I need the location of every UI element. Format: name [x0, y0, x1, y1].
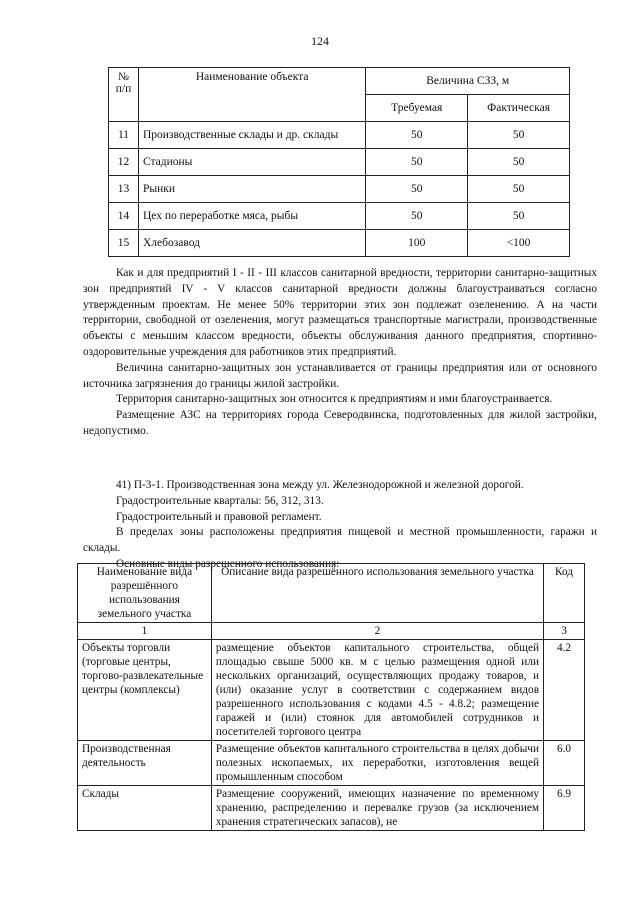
paragraph: Градостроительный и правовой регламент. [116, 510, 322, 523]
header-use-code: Код [544, 564, 585, 623]
row-required: 100 [366, 230, 468, 257]
page-number: 124 [311, 34, 329, 48]
table-row [78, 786, 585, 831]
szz-text-block [83, 266, 597, 440]
paragraph: Величина санитарно-защитных зон устанавливается от границы предприятия или от основного источника загрязнения до границы жилой застройки. [83, 361, 597, 390]
table-row [109, 176, 570, 203]
row-name: Рынки [138, 176, 365, 203]
table-row [109, 149, 570, 176]
paragraph: Основные виды разрешенного использования: [116, 557, 340, 570]
permitted-use-table [77, 563, 585, 831]
row-required: 50 [366, 176, 468, 203]
row-required: 50 [366, 149, 468, 176]
row-actual: 50 [468, 176, 570, 203]
header-num: № п/п [109, 68, 139, 122]
zone-heading: 41) П-3-1. Производственная зона между ул. Железнодорожной и железной дорогой. [116, 479, 524, 491]
header-required: Требуемая [366, 95, 468, 122]
row-num: 15 [109, 230, 139, 257]
header-use-desc: Описание вида разрешённого использования земельного участка [211, 564, 543, 623]
zone-text-block [83, 478, 597, 573]
use-name: Производственная деятельность [78, 741, 212, 786]
row-num: 12 [109, 149, 139, 176]
header-actual: Фактическая [468, 95, 570, 122]
row-actual: 50 [468, 149, 570, 176]
header-name: Наименование объекта [138, 68, 365, 122]
use-desc: Размещение объектов капитального строительства в целях добычи полезных ископаемых, их переработки, изготовления вещей промышленным способом [211, 741, 543, 786]
paragraph: В пределах зоны расположены предприятия пищевой и местной промышленности, гаражи и склады. [83, 526, 597, 555]
header-use-name: Наименование вида разрешённого использования земельного участка [78, 564, 212, 623]
table-row [109, 203, 570, 230]
col-number: 1 [78, 623, 212, 640]
row-required: 50 [366, 203, 468, 230]
row-num: 11 [109, 122, 139, 149]
use-name: Объекты торговли (торговые центры, торгово-развлекательные центры (комплексы) [78, 640, 212, 741]
table-row [109, 122, 570, 149]
row-name: Хлебозавод [138, 230, 365, 257]
paragraph: Размещение АЗС на территориях города Северодвинска, подготовленных для жилой застройки, недопустимо. [83, 409, 597, 437]
use-code: 4.2 [544, 640, 585, 741]
use-name: Склады [78, 786, 212, 831]
col-number: 2 [211, 623, 543, 640]
row-required: 50 [366, 122, 468, 149]
use-desc: размещение объектов капитального строительства, общей площадью свыше 5000 кв. м с целью размещения одной или нескольких организаций, осуществляющих продажу товаров, и (или) оказание услуг в соответствии с содержанием видов разрешенного использования с кодами 4.5 - 4.8.2; размещение гаражей и (или) стоянок для автомобилей сотрудников и посетителей торгового центра [211, 640, 543, 741]
table-row [109, 230, 570, 257]
use-desc: Размещение сооружений, имеющих назначение по временному хранению, распределению и перевалке грузов (за исключением хранения стратегических запасов), не [211, 786, 543, 831]
row-num: 14 [109, 203, 139, 230]
use-code: 6.9 [544, 786, 585, 831]
row-name: Производственные склады и др. склады [138, 122, 365, 149]
paragraph: Территория санитарно-защитных зон относится к предприятиям и ими благоустраивается. [116, 393, 553, 406]
table-row [78, 741, 585, 786]
paragraph: Как и для предприятий I - II - III классов санитарной вредности, территории санитарно-защитных зон предприятий IV - V классов санитарной вредности должны благоустраиваться согласно утвержденным проектам. Не менее 50% территории этих зон подлежат озеленению. А на части территории, свободной от озеленения, могут размещаться транспортные магистрали, производственные объекты с меньшим классом вредности, объекты обслуживания данного предприятия, спортивно-оздоровительные учреждения для работников этих предприятий. [83, 267, 597, 358]
row-name: Цех по переработке мяса, рыбы [138, 203, 365, 230]
szz-table [108, 67, 570, 257]
row-num: 13 [109, 176, 139, 203]
paragraph: Градостроительные кварталы: 56, 312, 313. [116, 494, 324, 507]
header-szz: Величина СЗЗ, м [366, 68, 570, 95]
row-actual: 50 [468, 122, 570, 149]
use-code: 6.0 [544, 741, 585, 786]
row-actual: 50 [468, 203, 570, 230]
table-row [78, 640, 585, 741]
row-name: Стадионы [138, 149, 365, 176]
row-actual: <100 [468, 230, 570, 257]
col-number: 3 [544, 623, 585, 640]
